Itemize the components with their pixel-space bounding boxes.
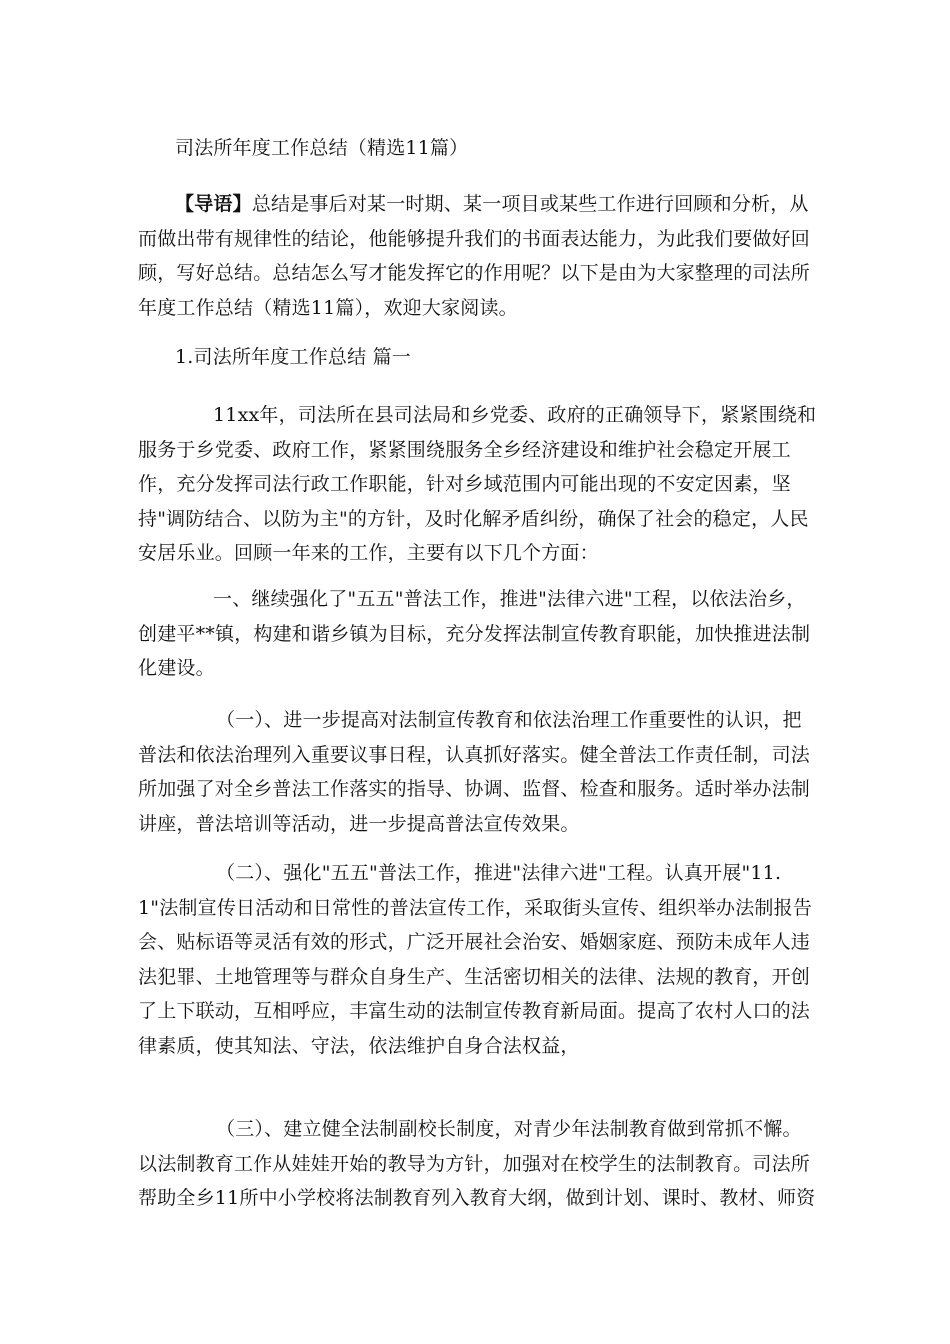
section-heading: 1.司法所年度工作总结 篇一 bbox=[175, 346, 411, 368]
body-paragraph-3: （一）、进一步提高对法制宣传教育和依法治理工作重要性的认识，把普法和依法治理列入重要议事日程，认真抓好落实。健全普法工作责任制，司法所加强了对全乡普法工作落实的指导、协调、监督、检查和服务。适时举办法制讲座，普法培训等活动，进一步提高普法宣传效果。 bbox=[138, 709, 811, 835]
body-paragraph-1: 11xx年，司法所在县司法局和乡党委、政府的正确领导下，紧紧围绕和服务于乡党委、政府工作，紧紧围绕服务全乡经济建设和维护社会稳定开展工作，充分发挥司法行政工作职能，针对乡域范围内可能出现的不安定因素，坚持"调防结合、以防为主"的方针，及时化解矛盾纠纷，确保了社会的稳定，人民安居乐业。回顾一年来的工作，主要有以下几个方面： bbox=[138, 404, 817, 564]
body-paragraph-4: （二）、强化"五五"普法工作，推进"法律六进"工程。认真开展"11.1"法制宣传日活动和日常性的普法宣传工作，采取街头宣传、组织举办法制报告会、贴标语等灵活有效的形式，广泛开展社会治安、婚姻家庭、预防未成年人违法犯罪、土地管理等与群众自身生产、生活密切相关的法律、法规的教育，开创了上下联动，互相呼应，丰富生动的法制宣传教育新局面。提高了农村人口的法律素质，使其知法、守法，依法维护自身合法权益， bbox=[138, 862, 813, 1057]
lead-label: 【导语】 bbox=[175, 193, 252, 215]
body-paragraph-2: 一、继续强化了"五五"普法工作，推进"法律六进"工程，以依法治乡，创建平**镇，构建和谐乡镇为目标，充分发挥法制宣传教育职能，加快推进法制化建设。 bbox=[138, 588, 811, 679]
body-paragraph-5: （三）、建立健全法制副校长制度，对青少年法制教育做到常抓不懈。以法制教育工作从娃娃开始的教导为方针，加强对在校学生的法制教育。司法所帮助全乡11所中小学校将法制教育列入教育大纲，做到计划、课时、教材、师资 bbox=[138, 1118, 816, 1209]
document-title: 司法所年度工作总结（精选11篇） bbox=[175, 137, 469, 159]
lead-paragraph bbox=[138, 187, 818, 325]
lead-text: 总结是事后对某一时期、某一项目或某些工作进行回顾和分析，从而做出带有规律性的结论，他能够提升我们的书面表达能力，为此我们要做好回顾，写好总结。总结怎么写才能发挥它的作用呢？以下是由为大家整理的司法所年度工作总结（精选11篇），欢迎大家阅读。 bbox=[138, 193, 811, 319]
